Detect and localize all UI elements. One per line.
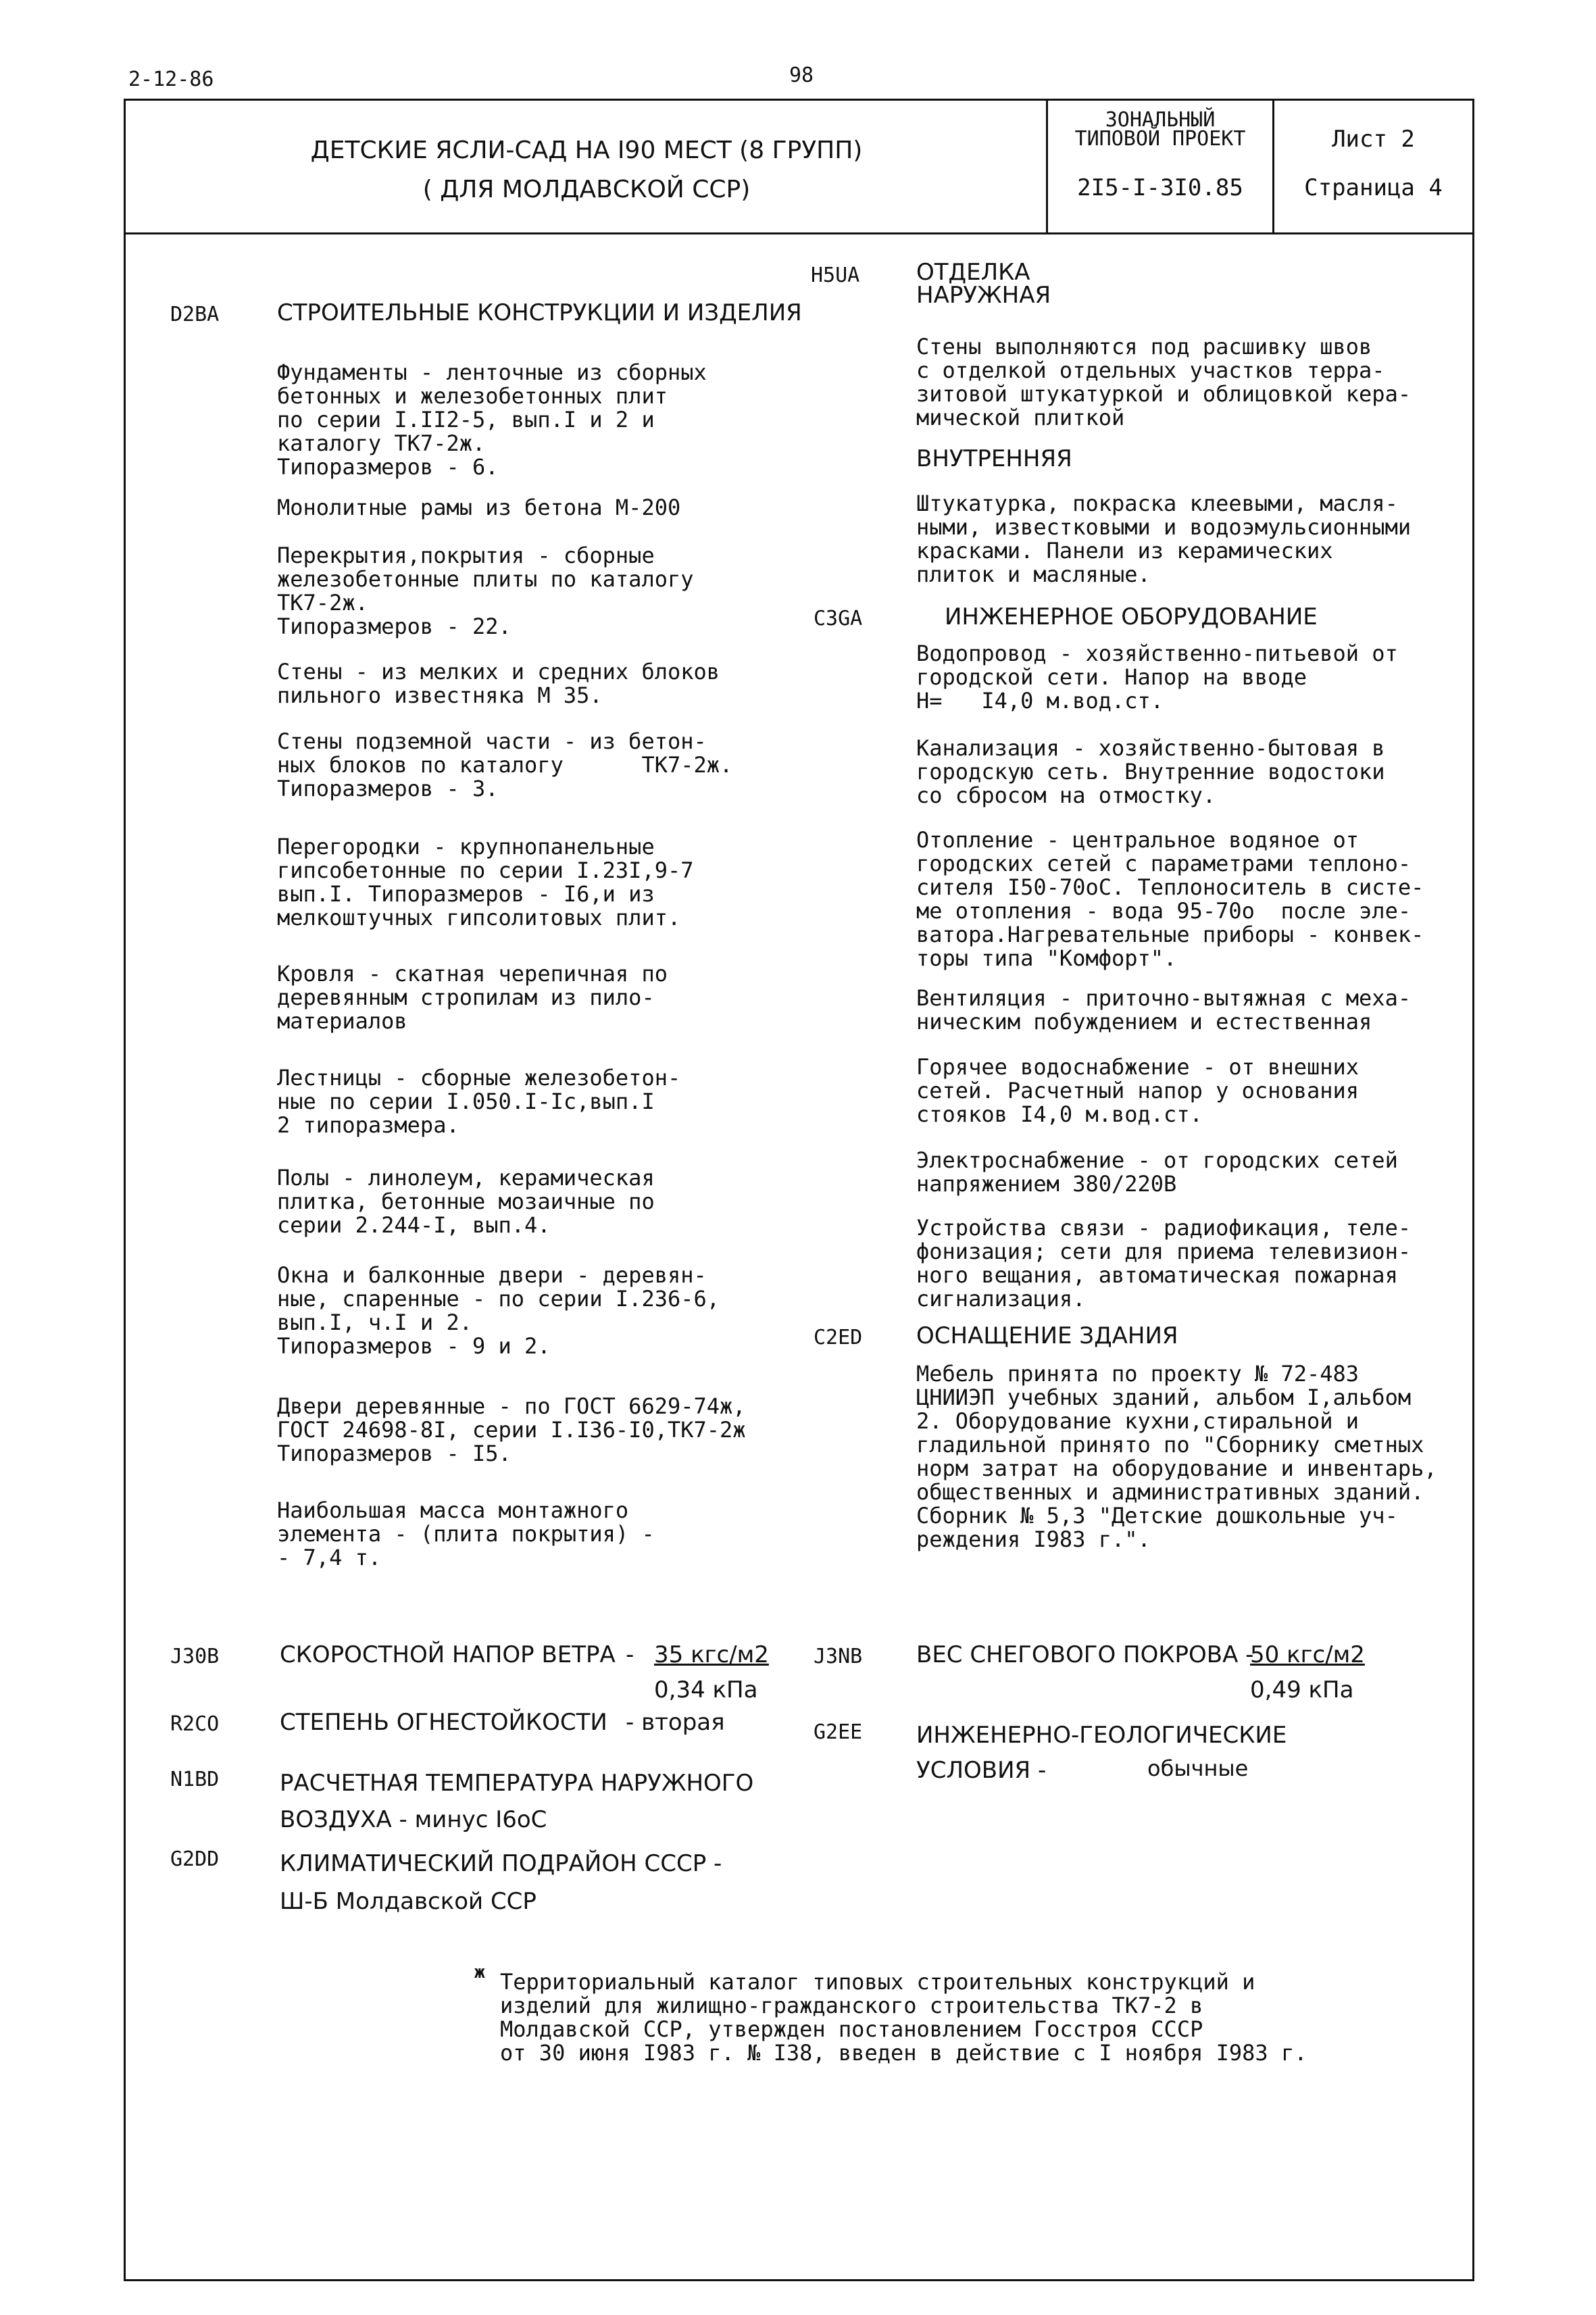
fire-resistance-label: СТЕПЕНЬ ОГНЕСТОЙКОСТИ	[280, 1709, 607, 1736]
list-item: Отопление - центральное водяное от городских сетей с параметрами теплоно- сителя I50-70оС. Теплоноситель в систе- ме отопления - вода 95-70о после эле- ватора.Нагревательные приборы - конвек- торы типа "Комфорт".	[916, 827, 1424, 971]
list-item: Стены - из мелких и средних блоков пильного известняка М 35.	[277, 659, 720, 708]
section-code: C2ED	[814, 1326, 863, 1349]
list-item: Электроснабжение - от городских сетей напряжением 380/220В	[916, 1147, 1398, 1197]
list-item: Окна и балконные двери - деревян- ные, спаренные - по серии I.236-6, вып.I, ч.I и 2. Типоразмеров - 9 и 2.	[277, 1262, 720, 1359]
param-code: N1BD	[170, 1768, 220, 1791]
section-heading: ИНЖЕНЕРНОЕ ОБОРУДОВАНИЕ	[945, 603, 1318, 630]
section-heading: ОСНАЩЕНИЕ ЗДАНИЯ	[916, 1322, 1178, 1349]
document-code: 2-12-86	[128, 68, 214, 91]
geological-conditions-label: ИНЖЕНЕРНО-ГЕОЛОГИЧЕСКИЕ УСЛОВИЯ -	[916, 1722, 1287, 1784]
page-number: 98	[789, 64, 814, 87]
param-code: R2CO	[170, 1712, 220, 1736]
list-item: Наибольшая масса монтажного элемента - (плита покрытия) - - 7,4 т.	[277, 1497, 655, 1570]
geological-conditions-value: обычные	[1147, 1756, 1249, 1781]
project-type-label: ЗОНАЛЬНЫЙ ТИПОВОЙ ПРОЕКТ	[1074, 108, 1246, 151]
param-code: J3NB	[814, 1645, 863, 1668]
list-item: Устройства связи - радиофикация, теле- фонизация; сети для приема телевизион- ного вещания, автоматическая пожарная сигнализация.	[916, 1215, 1412, 1312]
list-item: Водопровод - хозяйственно-питьевой от городской сети. Напор на вводе Н= I4,0 м.вод.ст.	[916, 641, 1398, 714]
fire-resistance-value: - вторая	[626, 1709, 725, 1736]
param-code: G2EE	[814, 1720, 863, 1744]
list-item: Вентиляция - приточно-вытяжная с меха- ническим побуждением и естественная	[916, 985, 1412, 1035]
wind-pressure-value: 35 кгс/м2	[654, 1641, 769, 1668]
title-line-2: ( ДЛЯ МОЛДАВСКОЙ ССР)	[422, 176, 751, 203]
wind-pressure-dash: -	[626, 1641, 634, 1668]
section-code: H5UA	[811, 264, 860, 287]
list-item: Горячее водоснабжение - от внешних сетей. Расчетный напор у основания стояков I4,0 м.вод.ст.	[916, 1054, 1360, 1127]
subheading: ВНУТРЕННЯЯ	[916, 445, 1072, 472]
section-code: C3GA	[814, 607, 863, 630]
title-line-1: ДЕТСКИЕ ЯСЛИ-САД НА I90 МЕСТ (8 ГРУПП)	[310, 136, 863, 164]
section-code: D2BA	[170, 303, 220, 326]
paragraph: Стены выполняются под расшивку швов с отделкой отдельных участков терра- зитовой штукатуркой и облицовкой кера- мической плиткой	[916, 334, 1412, 430]
document-title	[124, 131, 1049, 209]
list-item: Монолитные рамы из бетона М-200	[277, 495, 681, 520]
snow-load-label: ВЕС СНЕГОВОГО ПОКРОВА -	[916, 1641, 1254, 1668]
snow-load-value: 50 кгс/м2	[1250, 1641, 1365, 1668]
list-item: Кровля - скатная черепичная по деревянным стропилам из пило- материалов	[277, 961, 668, 1034]
wind-pressure-value-kpa: 0,34 кПа	[654, 1676, 758, 1703]
list-item: Фундаменты - ленточные из сборных бетонных и железобетонных плит по серии I.II2-5, вып.I и 2 и каталогу ТК7-2ж. Типоразмеров - 6.	[277, 359, 707, 480]
footnote-mark: ж	[474, 1962, 485, 1983]
paragraph: Мебель принята по проекту № 72-483 ЦНИИЭП учебных зданий, альбом I,альбом 2. Оборудование кухни,стиральной и гладильной принято по "Сборнику сметных норм затрат на оборудование и инвентарь, общественных и административных зданий. Сборник № 5,3 "Детские дошкольные уч- реждения I983 г.".	[916, 1361, 1437, 1552]
list-item: Двери деревянные - по ГОСТ 6629-74ж, ГОСТ 24698-8I, серии I.I36-I0,ТК7-2ж Типоразмеров - I5.	[277, 1393, 746, 1466]
list-item: Стены подземной части - из бетон- ных блоков по каталогу ТК7-2ж. Типоразмеров - 3.	[277, 728, 733, 801]
list-item: Лестницы - сборные железобетон- ные по серии I.050.I-Iс,вып.I 2 типоразмера.	[277, 1065, 681, 1138]
list-item: Перекрытия,покрытия - сборные железобетонные плиты по каталогу ТК7-2ж. Типоразмеров - 22.	[277, 543, 694, 639]
sheet-cell	[1272, 99, 1472, 232]
paragraph: Штукатурка, покраска клеевыми, масля- ными, известковыми и водоэмульсионными красками. Панели из керамических плиток и масляные.	[916, 491, 1412, 587]
section-heading: СТРОИТЕЛЬНЫЕ КОНСТРУКЦИИ И ИЗДЕЛИЯ	[277, 299, 802, 326]
snow-load-value-kpa: 0,49 кПа	[1250, 1676, 1354, 1703]
climate-subregion-label: КЛИМАТИЧЕСКИЙ ПОДРАЙОН СССР - Ш-Б Молдавской ССР	[280, 1850, 722, 1915]
project-type-cell	[1046, 99, 1272, 232]
list-item: Канализация - хозяйственно-бытовая в городскую сеть. Внутренние водостоки со сбросом на отмостку.	[916, 735, 1385, 808]
list-item: Полы - линолеум, керамическая плитка, бетонные мозаичные по серии 2.244-I, вып.4.	[277, 1165, 655, 1238]
param-code: G2DD	[170, 1847, 220, 1871]
footnote-text: Территориальный каталог типовых строительных конструкций и изделий для жилищно-гражданского строительства ТК7-2 в Молдавской ССР, утвержден постановлением Госстроя СССР от 30 июня I983 г. № I38, введен в действие с I ноября I983 г.	[500, 1969, 1307, 2066]
wind-pressure-label: СКОРОСТНОЙ НАПОР ВЕТРА	[280, 1641, 616, 1668]
param-code: J30B	[170, 1645, 220, 1668]
sheet-label: Лист 2	[1332, 126, 1415, 153]
title-block	[124, 99, 1474, 234]
list-item: Перегородки - крупнопанельные гипсобетонные по серии I.23I,9-7 вып.I. Типоразмеров - I6,и из мелкоштучных гипсолитовых плит.	[277, 834, 694, 930]
design-temperature-label: РАСЧЕТНАЯ ТЕМПЕРАТУРА НАРУЖНОГО ВОЗДУХА - минус I6оС	[280, 1770, 754, 1833]
page-label: Страница 4	[1304, 174, 1443, 201]
section-heading: ОТДЕЛКА НАРУЖНАЯ	[916, 259, 1051, 309]
project-number: 2I5-I-3I0.85	[1077, 174, 1243, 201]
